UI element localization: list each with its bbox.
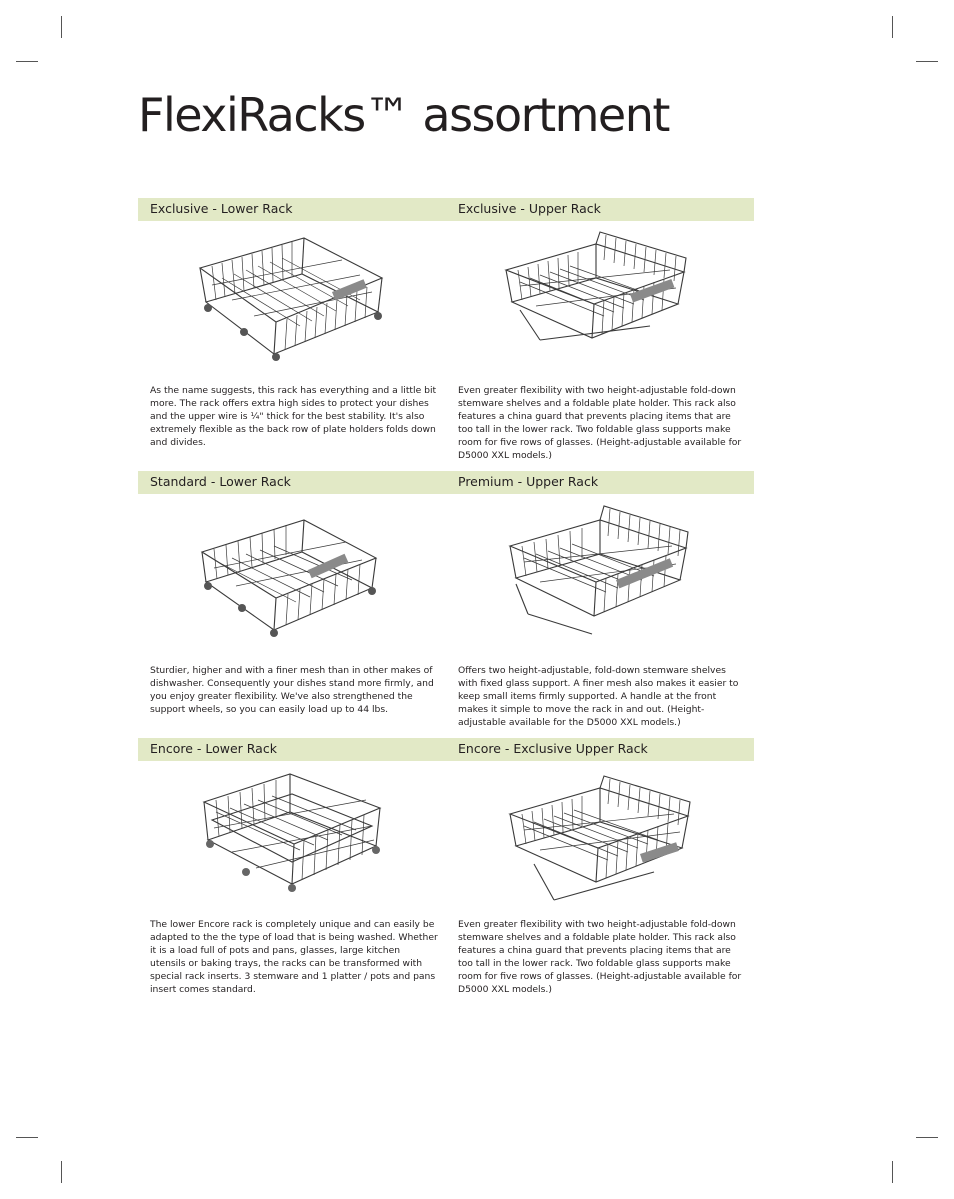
- rack-description-exclusive-upper: Even greater flexibility with two height-adjustable fold-down stemware shelves and a foldable plate holder. This rack also features a china guard that prevents placing items that are too tall in the lower rack. Two foldable glass supports make room for five rows of glasses. (Height-adjustable available for D5000 XXL models.): [458, 385, 742, 461]
- standard-lower-rack-image: [196, 512, 382, 640]
- crop-mark: [61, 1161, 62, 1183]
- rack-name-premium-upper: Premium - Upper Rack: [458, 474, 599, 489]
- section-header-band: [138, 738, 754, 761]
- premium-upper-rack-image: [504, 504, 692, 644]
- crop-mark: [892, 16, 893, 38]
- encore-exclusive-upper-rack-image: [504, 774, 694, 910]
- rack-description-encore-lower: The lower Encore rack is completely unique and can easily be adapted to the the type of load that is being washed. Whether it is a load full of pots and pans, glasses, large kitchen utensils or baking trays, the racks can be transformed with special rack inserts. 3 stemware and 1 platter / pots and pans insert comes standard.: [150, 919, 438, 995]
- section-header-band: [138, 471, 754, 494]
- rack-name-standard-lower: Standard - Lower Rack: [150, 474, 291, 489]
- rack-name-exclusive-lower: Exclusive - Lower Rack: [150, 201, 293, 216]
- crop-mark: [916, 1137, 938, 1138]
- section-header-band: [138, 198, 754, 221]
- crop-mark: [16, 1137, 38, 1138]
- rack-description-premium-upper: Offers two height-adjustable, fold-down stemware shelves with fixed glass support. A finer mesh also makes it easier to keep small items firmly supported. A handle at the front makes it simple to move the rack in and out. (Height-adjustable available for the D5000 XXL models.): [458, 665, 739, 728]
- page-title: FlexiRacks™ assortment: [138, 88, 669, 142]
- rack-description-standard-lower: Sturdier, higher and with a finer mesh than in other makes of dishwasher. Consequently your dishes stand more firmly, and you enjoy greater flexibility. We've also strengthened the support wheels, so you can easily load up to 44 lbs.: [150, 665, 434, 715]
- exclusive-lower-rack-image: [192, 230, 392, 365]
- crop-mark: [61, 16, 62, 38]
- crop-mark: [916, 61, 938, 62]
- exclusive-upper-rack-image: [500, 230, 690, 365]
- rack-name-encore-lower: Encore - Lower Rack: [150, 741, 277, 756]
- crop-mark: [16, 61, 38, 62]
- rack-name-exclusive-upper: Exclusive - Upper Rack: [458, 201, 601, 216]
- encore-lower-rack-image: [196, 768, 388, 908]
- rack-name-encore-exclusive-upper: Encore - Exclusive Upper Rack: [458, 741, 648, 756]
- crop-mark: [892, 1161, 893, 1183]
- rack-description-exclusive-lower: As the name suggests, this rack has everything and a little bit more. The rack offers extra high sides to protect your dishes and the upper wire is ¼" thick for the best stability. It's also extremely flexible as the back row of plate holders folds down and divides.: [150, 385, 437, 448]
- rack-description-encore-exclusive-upper: Even greater flexibility with two height-adjustable fold-down stemware shelves and a foldable plate holder. This rack also features a china guard that prevents placing items that are too tall in the lower rack. Two foldable glass supports make room for five rows of glasses. (Height-adjustable available for D5000 XXL models.): [458, 919, 742, 995]
